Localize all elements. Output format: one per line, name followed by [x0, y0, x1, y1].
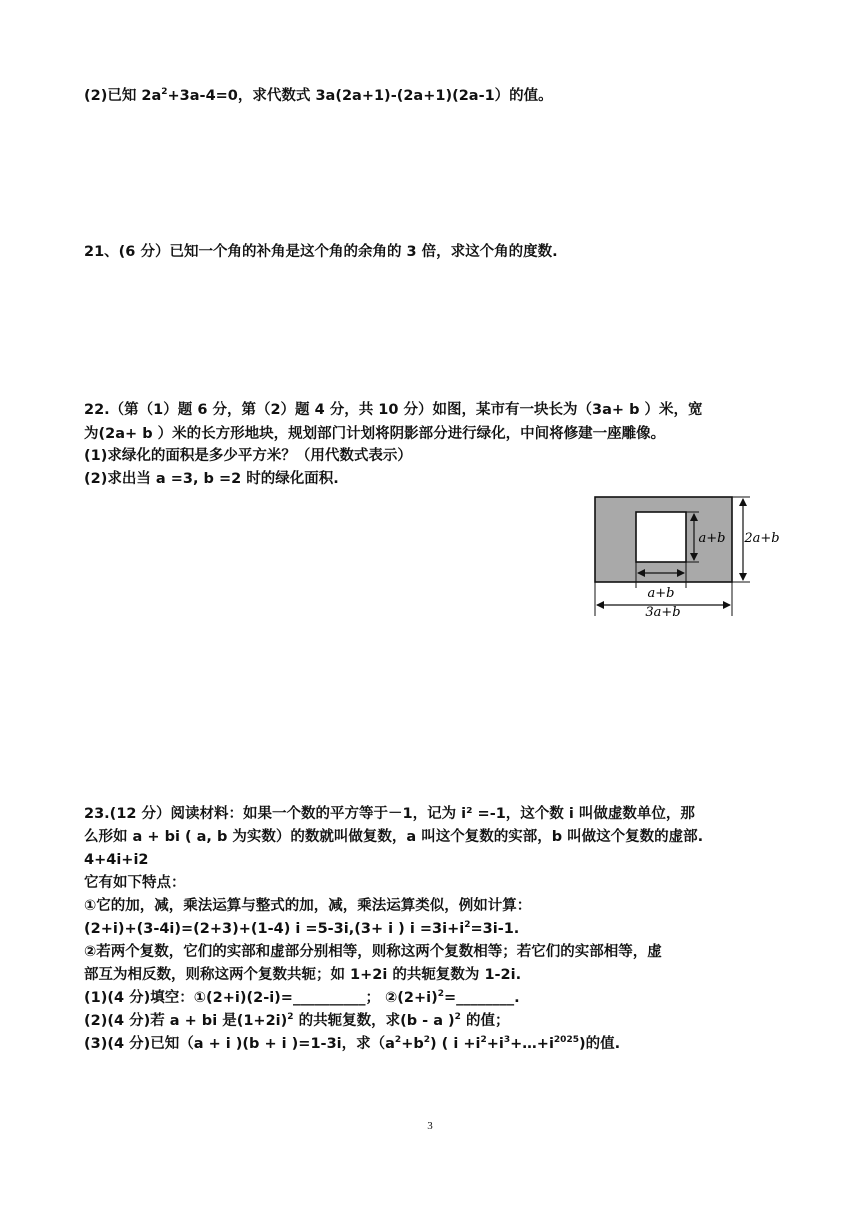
q23-line11: (3)(4 分)已知（a + i )(b + i )=1-3i，求$(a^2+b^2)$ ( $i +i^2+i^3+\dots+i^{2025}$)的值. — [84, 1035, 621, 1052]
q23-line7: ②若两个复数，它们的实部和虚部分别相等，则称这两个复数相等；若它们的实部相等，虚 — [84, 944, 662, 960]
q20-part2-line: (2)已知 $2a^2+3a-4=0$，求代数式 3a(2a+1)-(2a+1)(2a-1）的值。 — [84, 87, 553, 104]
inner-square — [636, 512, 686, 562]
q23-line8: 部互为相反数，则称这两个复数共轭；如 1+2i 的共轭复数为 1-2i. — [84, 967, 522, 983]
q22-part2: (2)求出当 a =3, b =2 时的绿化面积. — [84, 471, 339, 487]
q22-part1: (1)求绿化的面积是多少平方米？（用代数式表示） — [84, 448, 412, 464]
q23-line6: (2+i)+(3-4i)=(2+3)+(1-4) i =5-3i,(3+ i ) $i =3i+i^2=3i-1$. — [84, 920, 520, 937]
page-number: 3 — [427, 1120, 433, 1132]
q23-line3: 4+4i+i2 — [84, 852, 149, 868]
inner-width-label: a+b — [647, 586, 675, 601]
outer-height-label: 2a+b — [744, 531, 780, 546]
q22-line1: 22.（第（1）题 6 分，第（2）题 4 分，共 10 分）如图，某市有一块长为（3a+ b ）米，宽 — [84, 402, 703, 418]
inner-height-label: a+b — [698, 531, 726, 546]
q23-line2: 么形如 a + bi ( a, b 为实数）的数就叫做复数，a 叫这个复数的实部，b 叫做这个复数的虚部. — [84, 829, 704, 845]
q22-figure-svg — [586, 492, 782, 620]
q23-line9: (1)(4 分)填空：①(2+i)(2-i)=__________； $②(2+i)^2=\_\_\_\_\_\_\_\_$. — [84, 989, 520, 1006]
outer-width-label: 3a+b — [645, 605, 681, 620]
q23-line5: ①它的加，减，乘法运算与整式的加，减，乘法运算类似，例如计算： — [84, 898, 532, 914]
q22-figure — [586, 492, 782, 624]
q22-line2: 为(2a+ b ）米的长方形地块，规划部门计划将阴影部分进行绿化，中间将修建一座雕像。 — [84, 426, 666, 442]
q23-line4: 它有如下特点： — [84, 875, 186, 891]
q23-line10: (2)(4 分)若 a + bi 是$(1+2i)^2$ 的共轭复数，求(b - a )$^2$ 的值； — [84, 1012, 510, 1029]
q23-line1: 23.(12 分）阅读材料：如果一个数的平方等于－1，记为 i² =-1，这个数 i 叫做虚数单位，那 — [84, 806, 695, 822]
q21-line: 21、(6 分）已知一个角的补角是这个角的余角的 3 倍，求这个角的度数. — [84, 244, 558, 260]
